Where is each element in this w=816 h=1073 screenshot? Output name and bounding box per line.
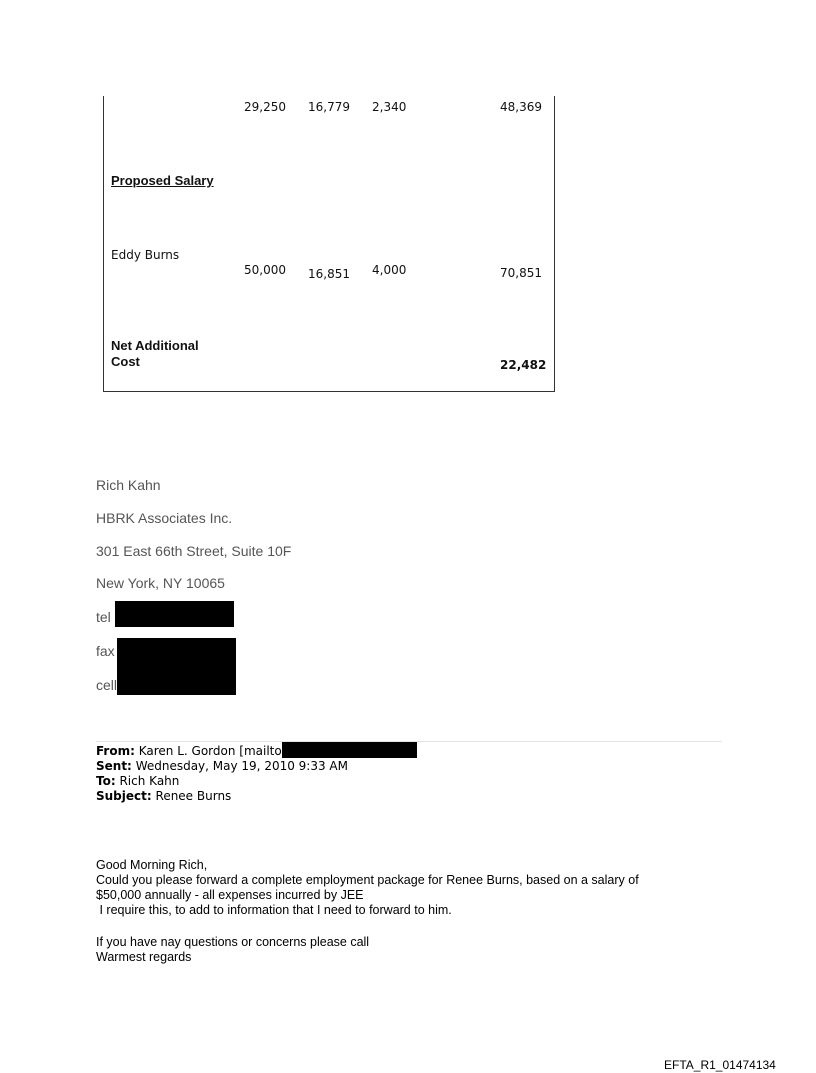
sent-label: Sent: [96, 759, 132, 773]
current-benefits-cell: 16,779 [308, 100, 350, 114]
from-label: From: [96, 744, 135, 758]
subject-value: Renee Burns [155, 789, 232, 803]
signature-city: New York, NY 10065 [96, 575, 225, 591]
cell-label: cell [96, 677, 118, 693]
from-value: Karen L. Gordon [mailto [138, 744, 282, 758]
greeting: Good Morning Rich, [96, 858, 208, 872]
proposed-benefits-cell: 16,851 [308, 267, 350, 281]
document-id: EFTA_R1_01474134 [664, 1058, 776, 1072]
tel-label: tel [96, 609, 111, 625]
net-additional-label-line2: Cost [111, 354, 140, 369]
from-line [96, 744, 282, 759]
proposed-expenses-cell: 4,000 [372, 263, 407, 277]
net-additional-label-line1: Net Additional [111, 338, 199, 353]
sent-line [96, 759, 348, 774]
proposed-salary-cell: 50,000 [244, 263, 286, 277]
net-additional-value: 22,482 [500, 358, 547, 372]
to-label: To: [96, 774, 116, 788]
signature-address: 301 East 66th Street, Suite 10F [96, 543, 292, 559]
to-value: Rich Kahn [119, 774, 180, 788]
subject-label: Subject: [96, 789, 152, 803]
sent-value: Wednesday, May 19, 2010 9:33 AM [135, 759, 348, 773]
closing: Warmest regards [96, 950, 192, 964]
current-salary-cell: 29,250 [244, 100, 286, 114]
fax-label: fax [96, 643, 115, 659]
proposed-salary-heading: Proposed Salary [111, 173, 214, 188]
to-line [96, 774, 179, 789]
subject-line [96, 789, 231, 804]
employee-name-cell: Eddy Burns [111, 248, 180, 262]
signature-name: Rich Kahn [96, 477, 161, 493]
fax-redaction [117, 638, 236, 662]
current-total-cell: 48,369 [500, 100, 542, 114]
cell-redaction [117, 662, 236, 695]
body-line-2: $50,000 annually - all expenses incurred by JEE [96, 888, 364, 902]
signature-company: HBRK Associates Inc. [96, 510, 233, 526]
body-line-4: If you have nay questions or concerns please call [96, 935, 370, 949]
body-line-3: I require this, to add to information that I need to forward to him. [96, 903, 452, 917]
proposed-total-cell: 70,851 [500, 266, 542, 280]
email-redaction [282, 742, 417, 758]
tel-redaction [115, 601, 234, 627]
current-expenses-cell: 2,340 [372, 100, 407, 114]
body-line-1: Could you please forward a complete employment package for Renee Burns, based on a salary of [96, 873, 639, 887]
